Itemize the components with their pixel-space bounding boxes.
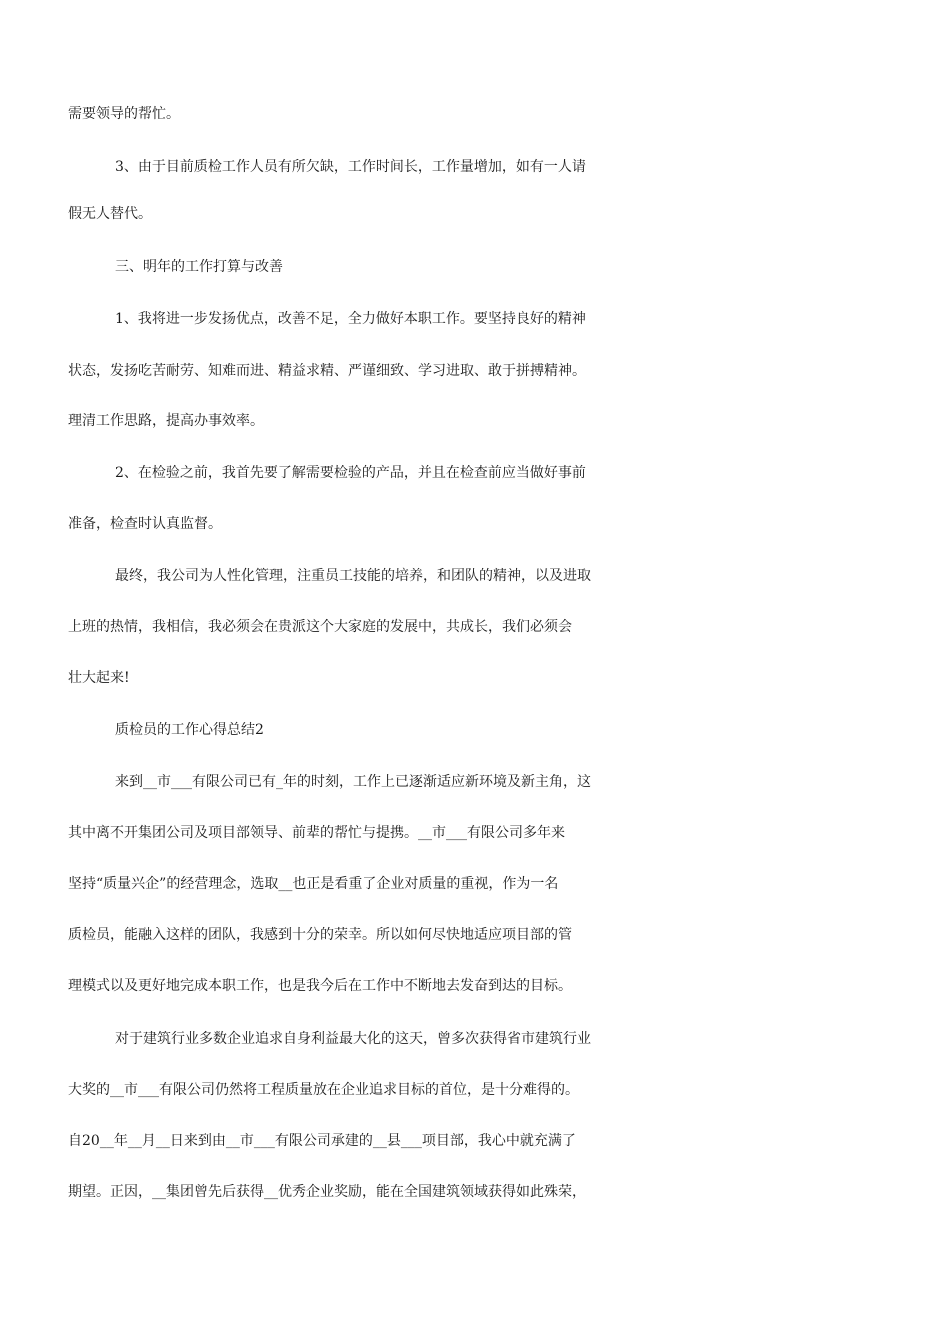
text-line: 理清工作思路，提高办事效率。 bbox=[68, 413, 264, 429]
text-line: 来到__市___有限公司已有_年的时刻，工作上已逐渐适应新环境及新主角，这 bbox=[115, 774, 591, 790]
text-line: 大奖的__市___有限公司仍然将工程质量放在企业追求目标的首位，是十分难得的。 bbox=[68, 1082, 579, 1098]
text-line: 其中离不开集团公司及项目部领导、前辈的帮忙与提携。__市___有限公司多年来 bbox=[68, 825, 565, 841]
text-line: 壮大起来! bbox=[68, 670, 130, 686]
text-line: 期望。正因，__集团曾先后获得__优秀企业奖励，能在全国建筑领域获得如此殊荣， bbox=[68, 1184, 586, 1200]
text-line: 对于建筑行业多数企业追求自身利益最大化的这天，曾多次获得省市建筑行业 bbox=[115, 1031, 591, 1047]
text-line: 状态，发扬吃苦耐劳、知难而进、精益求精、严谨细致、学习进取、敢于拼搏精神。 bbox=[68, 363, 586, 379]
text-line: 质检员，能融入这样的团队，我感到十分的荣幸。所以如何尽快地适应项目部的管 bbox=[68, 927, 572, 943]
text-line: 3、由于目前质检工作人员有所欠缺，工作时间长，工作量增加，如有一人请 bbox=[115, 159, 586, 175]
section-heading: 质检员的工作心得总结2 bbox=[115, 722, 264, 738]
text-line: 2、在检验之前，我首先要了解需要检验的产品，并且在检查前应当做好事前 bbox=[115, 465, 586, 481]
text-line: 最终，我公司为人性化管理，注重员工技能的培养，和团队的精神，以及进取 bbox=[115, 568, 591, 584]
text-line: 1、我将进一步发扬优点，改善不足，全力做好本职工作。要坚持良好的精神 bbox=[115, 311, 586, 327]
text-line: 准备，检查时认真监督。 bbox=[68, 516, 222, 532]
section-heading: 三、明年的工作打算与改善 bbox=[115, 259, 283, 275]
text-line: 坚持“质量兴企”的经营理念，选取__也正是看重了企业对质量的重视，作为一名 bbox=[68, 876, 559, 892]
text-line: 需要领导的帮忙。 bbox=[68, 106, 180, 122]
text-line: 上班的热情，我相信，我必须会在贵派这个大家庭的发展中，共成长，我们必须会 bbox=[68, 619, 572, 635]
text-line: 假无人替代。 bbox=[68, 206, 152, 222]
text-line: 自20__年__月__日来到由__市___有限公司承建的__县___项目部，我心中就充满了 bbox=[68, 1133, 576, 1149]
text-line: 理模式以及更好地完成本职工作，也是我今后在工作中不断地去发奋到达的目标。 bbox=[68, 978, 572, 994]
